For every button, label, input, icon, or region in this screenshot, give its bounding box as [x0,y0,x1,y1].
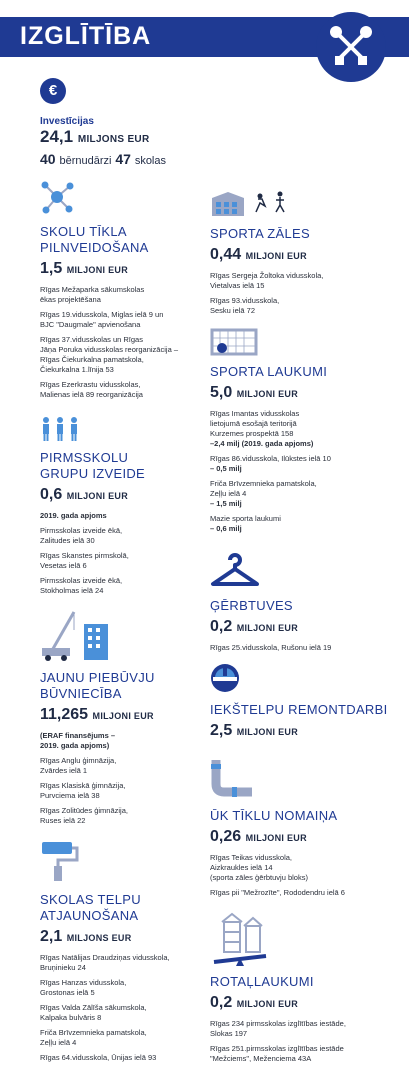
section-school-network [40,180,210,400]
section-note: (ERAF finansējums – 2019. gada apjoms) [40,731,116,750]
network-nodes-icon [40,180,74,214]
children-group-icon [40,416,80,442]
list-item: Rīgas 251.pirmsskolas izglītības iestāde "Mežciems", Meženciema 43A [210,1044,344,1063]
list-item: Rīgas 64.vidusskola, Ūnijas ielā 93 [40,1053,157,1062]
list-item: Rīgas Klasiskā ģimnāzija, Purvciema ielā 38 [40,781,126,800]
list-item-amount: –2,4 milj (2019. gada apjoms) [210,439,314,448]
section-amount: 11,265 MILJONI EUR [40,706,154,723]
section-title: ATJAUNOŠANA [40,908,139,923]
paint-roller-icon [40,840,80,882]
list-item-amount: – 1,5 milj [210,499,242,508]
section-amount: 0,44 MILJONI EUR [210,246,307,263]
section-sports-halls [210,190,395,316]
list-item: Rīgas Imantas vidusskolas lietojumā esošajā teritorijā Kurzemes prospektā 158 [210,409,300,438]
list-item: Rīgas 25.vidusskola, Rušonu ielā 19 [210,643,332,652]
list-item: Friča Brīvzemnieka pamatskola, Zeļļu ielā 4 [210,479,317,498]
section-amount: 5,0 MILJONI EUR [210,384,299,401]
section-wardrobes [210,552,395,653]
section-amount: 0,6 MILJONI EUR [40,486,129,503]
section-title: GRUPU IZVEIDE [40,466,146,481]
section-interior-repairs [210,662,395,742]
section-amount: 0,2 MILJONI EUR [210,994,299,1011]
riga-keys-emblem [316,12,386,82]
section-title: IEKŠTELPU REMONTDARBI [210,702,388,717]
list-item: Rīgas 19.vidusskola, Miglas ielā 9 un BJC "Daugmale" apvienošana [40,310,164,329]
euro-icon: € [40,78,66,104]
playground-icon [210,912,274,968]
hard-hat-icon [210,662,240,694]
list-item: Rīgas Zolitūdes ģimnāzija, Ruses ielā 22 [40,806,128,825]
list-item-amount: – 0,6 milj [210,524,242,533]
investments-amount: 24,1 MILJONS EUR [40,127,150,146]
section-title: BŪVNIECĪBA [40,686,122,701]
pipe-icon [210,756,256,802]
section-sports-fields [210,328,395,534]
list-item: Pirmsskolas izveide ēkā, Stokholmas ielā 24 [40,576,123,595]
list-item: Rīgas Valda Zālīša sākumskola, Kalpaka bulvāris 8 [40,1003,147,1022]
list-item: Mazie sporta laukumi [210,514,281,523]
section-pipe-replacement [210,756,395,898]
section-playgrounds [210,912,395,1064]
list-item: Rīgas Teikas vidusskola, Aizkraukles ielā 14 (sporta zāles ģērbtuvju bloks) [210,853,308,882]
section-title: SKOLU TĪKLA [40,224,127,239]
list-item: Rīgas Mežaparka sākumskolas ēkas projektēšana [40,285,145,304]
investments-label: Investīcijas [40,116,94,127]
list-item: Rīgas Hanzas vidusskola, Grostonas ielā 5 [40,978,127,997]
coat-hanger-icon [210,552,260,590]
list-item: Rīgas Natālijas Draudziņas vidusskola, Bruņinieku 24 [40,953,170,972]
section-title: ROTAĻLAUKUMI [210,974,314,989]
institutions-count: 40 bērnudārzi 47 skolas [40,151,166,167]
list-item: Rīgas 93.vidusskola, Sesku ielā 72 [210,296,280,315]
section-amount: 2,5 MILJONI EUR [210,722,299,739]
list-item: Rīgas Ezerkrastu vidusskolas, Malienas ielā 89 reorganizācija [40,380,143,399]
section-title: JAUNU PIEBŪVJU [40,670,155,685]
section-note: 2019. gada apjoms [40,511,107,520]
section-title: PIRMSSKOLU [40,450,129,465]
list-item: Pirmsskolas izveide ēkā, Zalitudes ielā 30 [40,526,123,545]
list-item: Rīgas 37.vidusskolas un Rīgas Jāņa Poruka vidusskolas reorganizācija – Rīgas Čiekurkalna pamatskola, Čiekurkalna 1.līnija 53 [40,335,178,374]
football-goal-icon [210,328,258,356]
section-title: ĢĒRBTUVES [210,598,293,613]
list-item-amount: – 0,5 milj [210,464,242,473]
section-construction [40,610,210,826]
section-title: SPORTA ZĀLES [210,226,310,241]
section-amount: 0,2 MILJONI EUR [210,618,299,635]
list-item: Rīgas 234 pirmsskolas izglītības iestāde, Slokas 197 [210,1019,346,1038]
page-title: IZGLĪTĪBA [20,22,152,50]
section-title: PILNVEIDOŠANA [40,240,149,255]
crossed-keys-icon [328,24,374,70]
section-preschool [40,416,210,596]
section-title: ŪK TĪKLU NOMAIŅA [210,808,338,823]
list-item: Rīgas 86.vidusskola, Ilūkstes ielā 10 [210,454,331,463]
section-amount: 1,5 MILJONI EUR [40,260,129,277]
sports-hall-icon [210,190,300,218]
list-item: Rīgas pii "Mežrozīte", Rododendru ielā 6 [210,888,345,897]
section-title: SKOLAS TELPU [40,892,141,907]
list-item: Rīgas Anglu ģimnāzija, Zvārdes ielā 1 [40,756,117,775]
section-renovation [40,840,210,1063]
header [0,0,409,86]
list-item: Rīgas Sergeja Žoltoka vidusskola, Vietalvas ielā 15 [210,271,324,290]
crane-building-icon [40,610,112,662]
section-title: SPORTA LAUKUMI [210,364,328,379]
section-amount: 2,1 MILJONS EUR [40,928,132,945]
list-item: Rīgas Skanstes pirmskolā, Vesetas ielā 6 [40,551,129,570]
list-item: Friča Brīvzemnieka pamatskola, Zeļļu ielā 4 [40,1028,147,1047]
investments-summary [40,78,240,170]
section-amount: 0,26 MILJONI EUR [210,828,307,845]
